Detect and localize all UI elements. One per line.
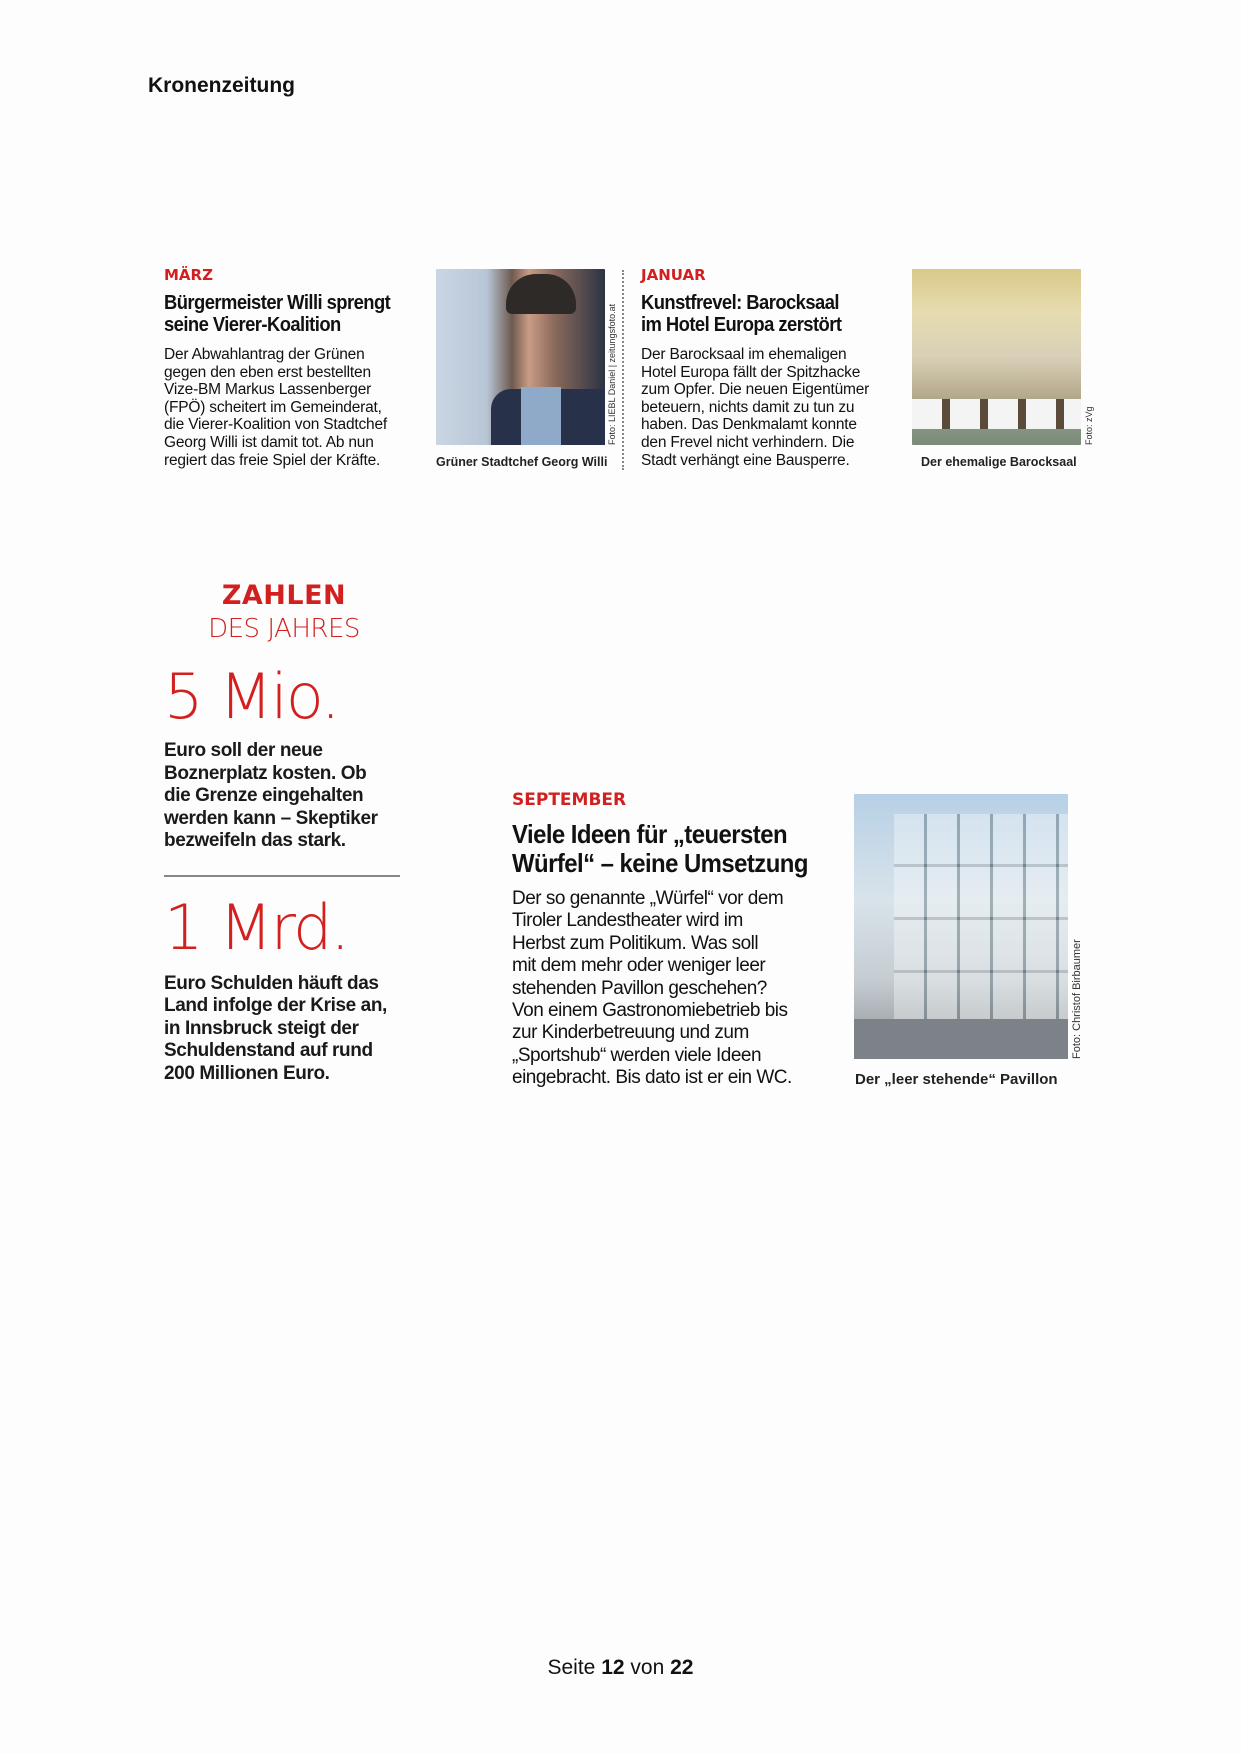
headline-line: Kunstfrevel: Barocksaal: [641, 292, 839, 314]
month-label: JANUAR: [641, 266, 706, 284]
body-line: zur Kinderbetreuung und zum: [512, 1022, 749, 1044]
body-line: „Sportshub“ werden viele Ideen: [512, 1044, 762, 1066]
headline-line: Viele Ideen für „teuersten: [512, 819, 788, 849]
article-body: [164, 346, 429, 469]
headline: [641, 292, 917, 336]
text-line: Euro Schulden häuft das: [164, 972, 379, 994]
text-line: werden kann – Skeptiker: [164, 807, 378, 829]
headline-line: Bürgermeister Willi sprengt: [164, 292, 391, 314]
body-line: beteuern, nichts damit zu tun zu: [641, 398, 855, 416]
body-line: stehenden Pavillon geschehen?: [512, 977, 767, 999]
figure-text: [164, 973, 404, 1086]
body-line: regiert das freie Spiel der Kräfte.: [164, 451, 381, 469]
photo-caption: Der „leer stehende“ Pavillon: [855, 1071, 1058, 1088]
zahlen-des-jahres: [164, 580, 404, 1085]
figure-text: [164, 740, 404, 853]
body-line: Herbst zum Politikum. Was soll: [512, 932, 759, 954]
headline-line: seine Vierer-Koalition: [164, 314, 341, 336]
body-line: Der Abwahlantrag der Grünen: [164, 346, 365, 363]
photo-credit: Foto: LIEBL Daniel | zeitungsfoto.at: [607, 303, 617, 445]
footer-prefix: Seite: [547, 1656, 596, 1679]
photo-pavillon: [854, 794, 1068, 1059]
text-line: Schuldenstand auf rund: [164, 1040, 373, 1061]
body-line: Der Barocksaal im ehemaligen: [641, 346, 847, 363]
photo-barocksaal: [912, 269, 1081, 445]
photo-caption: Grüner Stadtchef Georg Willi: [436, 455, 608, 469]
text-line: Land infolge der Krise an,: [164, 995, 387, 1016]
month-label: MÄRZ: [164, 266, 213, 284]
body-line: Von einem Gastronomiebetrieb bis: [512, 1000, 788, 1022]
text-line: bezweifeln das stark.: [164, 830, 346, 851]
photo-caption: Der ehemalige Barocksaal: [921, 455, 1077, 469]
article-maerz: [164, 266, 429, 469]
body-line: den Frevel nicht verhindern. Die: [641, 433, 855, 451]
headline: [512, 820, 852, 878]
figure-5-mio: 5 Mio.: [164, 660, 339, 733]
headline-line: im Hotel Europa zerstört: [641, 314, 842, 336]
text-line: Boznerplatz kosten. Ob: [164, 762, 367, 784]
headline-line: Würfel“ – keine Umsetzung: [512, 848, 808, 878]
source-title: Kronenzeitung: [148, 74, 295, 97]
photo-credit: Foto: Christof Birbaumer: [1071, 939, 1083, 1059]
zahlen-subtitle: DES JAHRES: [208, 614, 360, 644]
body-line: Vize-BM Markus Lassenberger: [164, 381, 372, 399]
page-footer: [0, 1656, 1241, 1680]
month-label: SEPTEMBER: [512, 790, 627, 810]
figure-1-mrd: 1 Mrd.: [164, 890, 349, 964]
page-number: 12: [601, 1656, 625, 1679]
body-line: mit dem mehr oder weniger leer: [512, 955, 766, 977]
body-line: Tiroler Landestheater wird im: [512, 910, 743, 932]
article-januar: [641, 266, 906, 469]
text-line: die Grenze eingehalten: [164, 785, 364, 806]
body-line: zum Opfer. Die neuen Eigentümer: [641, 381, 870, 399]
body-line: (FPÖ) scheitert im Gemeinderat,: [164, 398, 382, 416]
text-line: 200 Millionen Euro.: [164, 1062, 330, 1084]
body-line: Der so genannte „Würfel“ vor dem: [512, 888, 784, 909]
body-line: die Vierer-Koalition von Stadtchef: [164, 416, 387, 434]
column-divider: [622, 270, 624, 470]
headline: [164, 292, 440, 336]
footer-of: von: [630, 1656, 665, 1679]
text-line: Euro soll der neue: [164, 740, 323, 761]
separator: [164, 875, 400, 877]
article-body: [512, 888, 842, 1090]
article-september: [512, 790, 842, 1090]
body-line: Georg Willi ist damit tot. Ab nun: [164, 433, 374, 451]
photo-credit: Foto: zVg: [1084, 406, 1094, 445]
body-line: Hotel Europa fällt der Spitzhacke: [641, 363, 861, 381]
body-line: eingebracht. Bis dato ist er ein WC.: [512, 1067, 792, 1089]
page-total: 22: [670, 1656, 694, 1679]
body-line: Stadt verhängt eine Bausperre.: [641, 451, 850, 469]
body-line: gegen den eben erst bestellten: [164, 363, 371, 381]
body-line: haben. Das Denkmalamt konnte: [641, 416, 857, 434]
zahlen-title: ZAHLEN: [221, 580, 347, 611]
article-body: [641, 346, 906, 469]
text-line: in Innsbruck steigt der: [164, 1017, 359, 1039]
photo-georg-willi: [436, 269, 605, 445]
